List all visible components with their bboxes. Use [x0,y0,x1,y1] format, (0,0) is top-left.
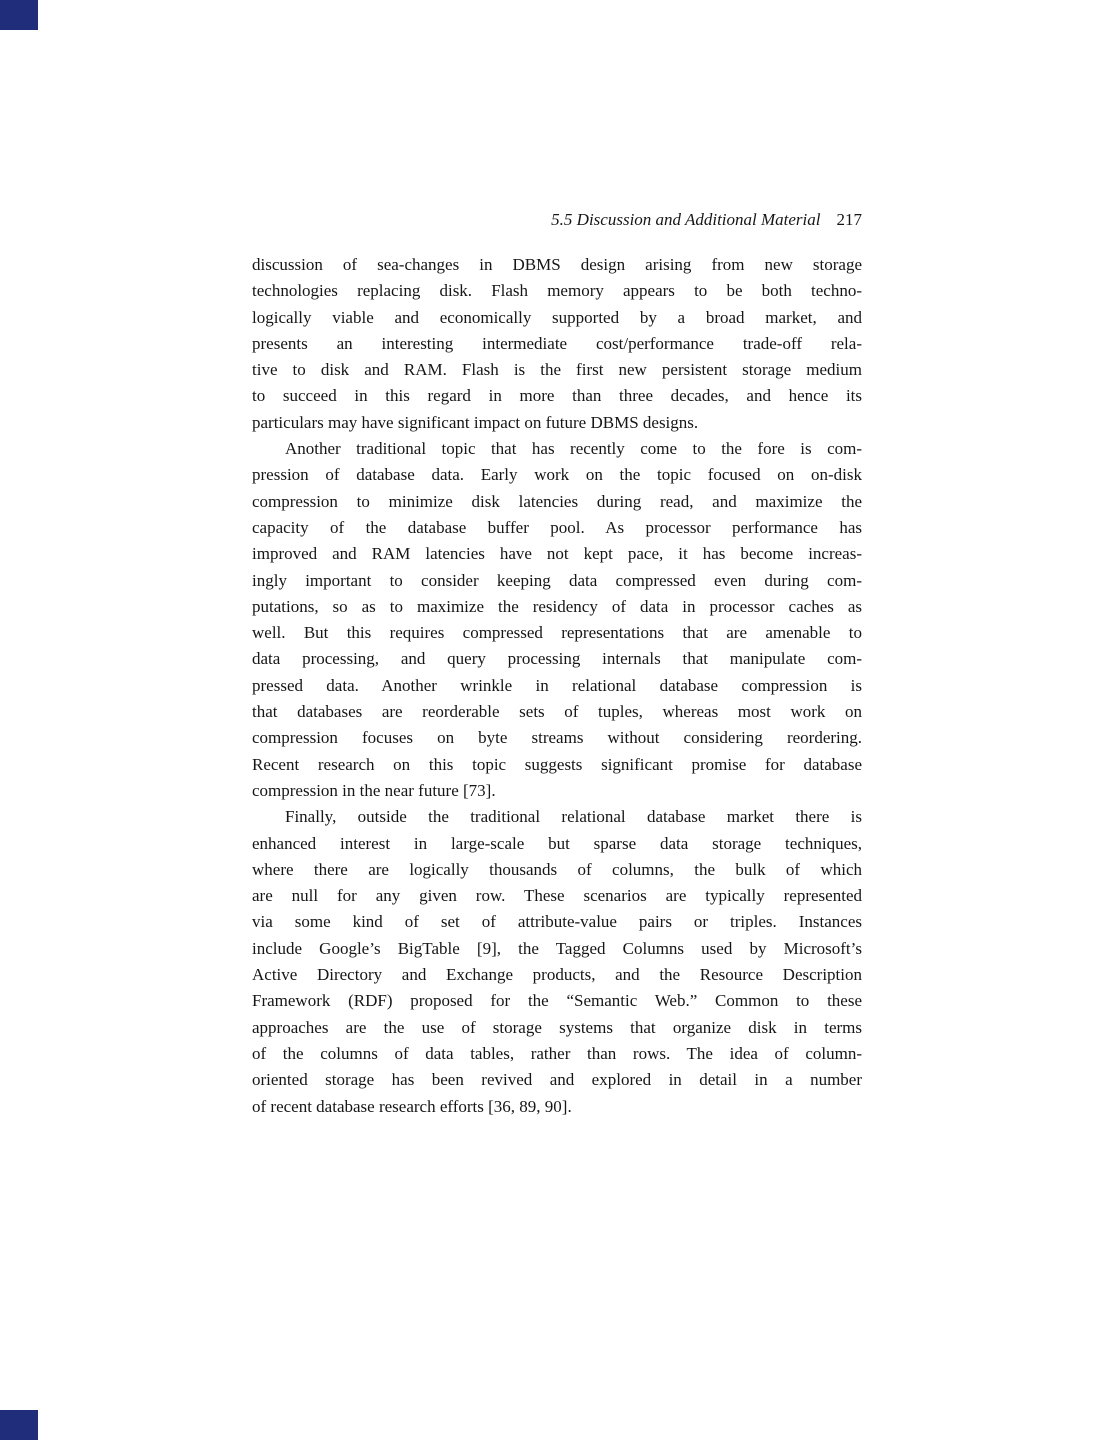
scan-edge-artifact-bottom [0,1410,38,1440]
section-title: 5.5 Discussion and Additional Material [551,210,821,229]
text-line: approaches are the use of storage systems that organize disk in terms [252,1017,862,1037]
text-line: are null for any given row. These scenarios are typically represented [252,886,862,906]
text-line: data processing, and query processing internals that manipulate com- [252,649,862,669]
text-line: enhanced interest in large-scale but sparse data storage techniques, [252,833,862,853]
text-line: compression in the near future [73]. [252,780,496,800]
page-body [252,252,862,1120]
text-line: presents an interesting intermediate cost/performance trade-off rela- [252,333,862,353]
text-line: where there are logically thousands of columns, the bulk of which [252,859,862,879]
text-line: discussion of sea-changes in DBMS design arising from new storage [252,255,862,274]
text-line: via some kind of set of attribute-value pairs or triples. Instances [252,912,862,932]
text-line: of recent database research efforts [36, 89, 90]. [252,1096,572,1116]
text-line: well. But this requires compressed representations that are amenable to [252,623,862,643]
page-number: 217 [836,210,862,229]
running-header [252,209,862,231]
text-line: oriented storage has been revived and explored in detail in a number [252,1070,862,1090]
text-line: ingly important to consider keeping data compressed even during com- [252,570,862,590]
scan-edge-artifact-top [0,0,38,30]
text-line: compression focuses on byte streams without considering reordering. [252,728,862,748]
text-line: putations, so as to maximize the residency of data in processor caches as [252,596,862,616]
text-line: pressed data. Another wrinkle in relational database compression is [252,675,862,695]
text-line: particulars may have significant impact on future DBMS designs. [252,412,699,432]
text-line: Finally, outside the traditional relational database market there is [285,807,862,827]
text-line: capacity of the database buffer pool. As processor performance has [252,517,862,537]
text-line: tive to disk and RAM. Flash is the first new persistent storage medium [252,360,862,380]
text-line: pression of database data. Early work on the topic focused on on-disk [252,465,862,485]
text-line: include Google’s BigTable [9], the Tagged Columns used by Microsoft’s [252,938,862,958]
text-line: Recent research on this topic suggests significant promise for database [252,754,862,774]
text-line: to succeed in this regard in more than three decades, and hence its [252,386,862,406]
text-line: Another traditional topic that has recently come to the fore is com- [285,439,862,459]
text-line: that databases are reorderable sets of tuples, whereas most work on [252,702,862,722]
text-line: Framework (RDF) proposed for the “Semantic Web.” Common to these [252,991,862,1011]
text-line: of the columns of data tables, rather than rows. The idea of column- [252,1043,862,1063]
text-line: compression to minimize disk latencies during read, and maximize the [252,491,862,511]
text-line: improved and RAM latencies have not kept pace, it has become increas- [252,544,862,564]
text-line: technologies replacing disk. Flash memory appears to be both techno- [252,281,862,301]
text-line: Active Directory and Exchange products, and the Resource Description [252,965,862,985]
text-line: logically viable and economically supported by a broad market, and [252,307,862,327]
